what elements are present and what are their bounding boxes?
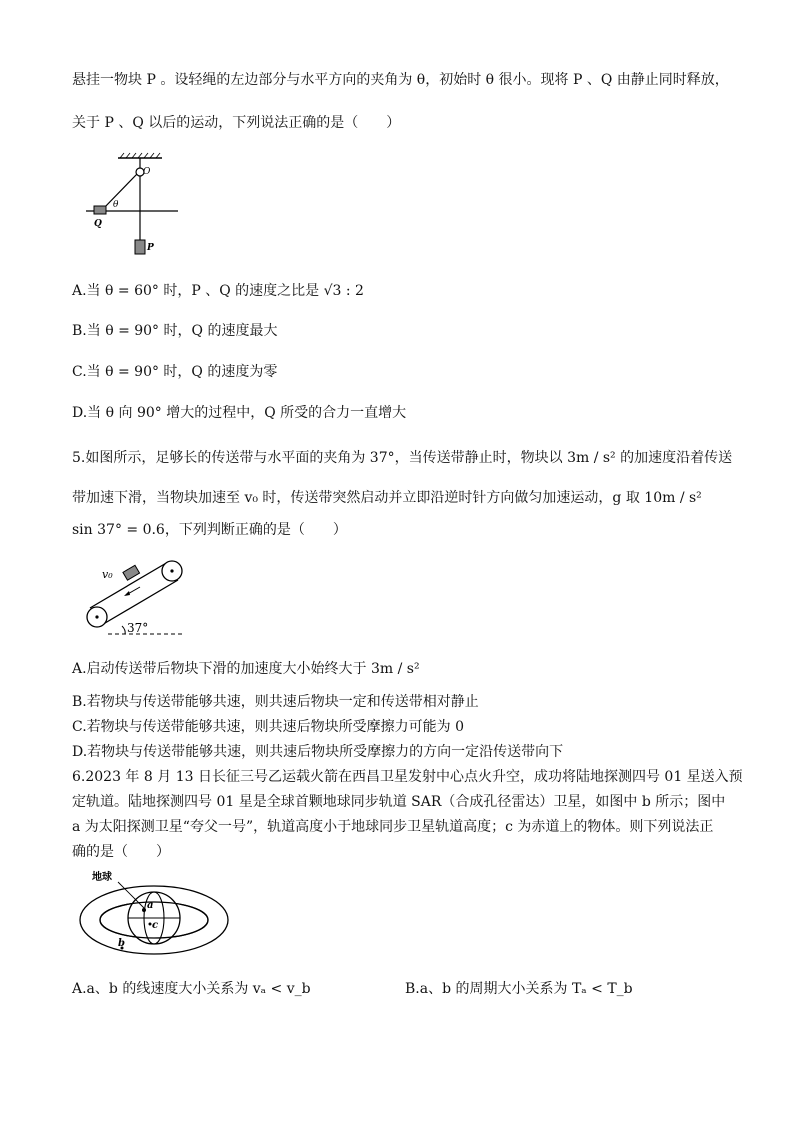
q5-stem-line1: 5.如图所示，足够长的传送带与水平面的夹角为 37°，当传送带静止时，物块以 3m / s² 的加速度沿着传送	[72, 450, 733, 466]
label-c: c	[152, 920, 159, 931]
label-a: a	[147, 900, 154, 911]
q4-option-A: A.当 θ = 60° 时，P 、Q 的速度之比是 √3 : 2	[72, 283, 364, 299]
q4-option-D: D.当 θ 向 90° 增大的过程中，Q 所受的合力一直增大	[72, 405, 407, 421]
label-O: O	[143, 167, 151, 177]
q5-option-B: B.若物块与传送带能够共速，则共速后物块一定和传送带相对静止	[72, 694, 479, 710]
q4-pulley-figure	[80, 150, 190, 260]
label-b: b	[118, 938, 125, 949]
block-Q	[94, 206, 106, 214]
q4-stem-line2: 关于 P 、Q 以后的运动，下列说法正确的是（ ）	[72, 115, 401, 131]
q4-option-C: C.当 θ = 90° 时，Q 的速度为零	[72, 364, 278, 380]
label-angle: 37°	[127, 621, 149, 635]
q5-stem-line3: sin 37° = 0.6，下列判断正确的是（ ）	[72, 522, 347, 538]
q5-stem-line2: 带加速下滑，当物块加速至 v₀ 时，传送带突然启动并立即沿逆时针方向做匀加速运动，g 取 10m / s²	[72, 490, 702, 506]
q5-option-A: A.启动传送带后物块下滑的加速度大小始终大于 3m / s²	[72, 661, 420, 677]
label-earth: 地球	[92, 872, 112, 883]
label-theta: θ	[113, 200, 119, 210]
q5-option-C: C.若物块与传送带能够共速，则共速后物块所受摩擦力可能为 0	[72, 719, 465, 735]
q5-option-D: D.若物块与传送带能够共速，则共速后物块所受摩擦力的方向一定沿传送带向下	[72, 744, 564, 760]
q4-option-B: B.当 θ = 90° 时，Q 的速度最大	[72, 323, 278, 339]
label-Q: Q	[94, 219, 102, 229]
q6-option-B: B.a、b 的周期大小关系为 Tₐ < T_b	[405, 981, 633, 997]
q6-orbit-figure	[74, 866, 234, 961]
block-P	[135, 240, 145, 254]
label-P: P	[147, 243, 154, 253]
q6-option-A: A.a、b 的线速度大小关系为 vₐ < v_b	[72, 981, 311, 997]
arrow-down-icon	[124, 591, 130, 596]
conveyor-block	[123, 565, 140, 580]
q6-stem-line1: 6.2023 年 8 月 13 日长征三号乙运载火箭在西昌卫星发射中心点火升空，成功将陆地探测四号 01 星送入预	[72, 769, 743, 785]
q6-stem-line2: 定轨道。陆地探测四号 01 星是全球首颗地球同步轨道 SAR（合成孔径雷达）卫星，如图中 b 所示；图中	[72, 794, 726, 810]
q4-stem-line1: 悬挂一物块 P 。设轻绳的左边部分与水平方向的夹角为 θ，初始时 θ 很小。现将 P 、Q 由静止同时释放，	[72, 72, 729, 88]
q6-stem-line4: 确的是（ ）	[72, 844, 170, 860]
label-v0: v₀	[102, 568, 113, 581]
q5-conveyor-figure	[80, 550, 200, 640]
q6-stem-line3: a 为太阳探测卫星“夸父一号”，轨道高度小于地球同步卫星轨道高度；c 为赤道上的物体。则下列说法正	[72, 819, 714, 835]
